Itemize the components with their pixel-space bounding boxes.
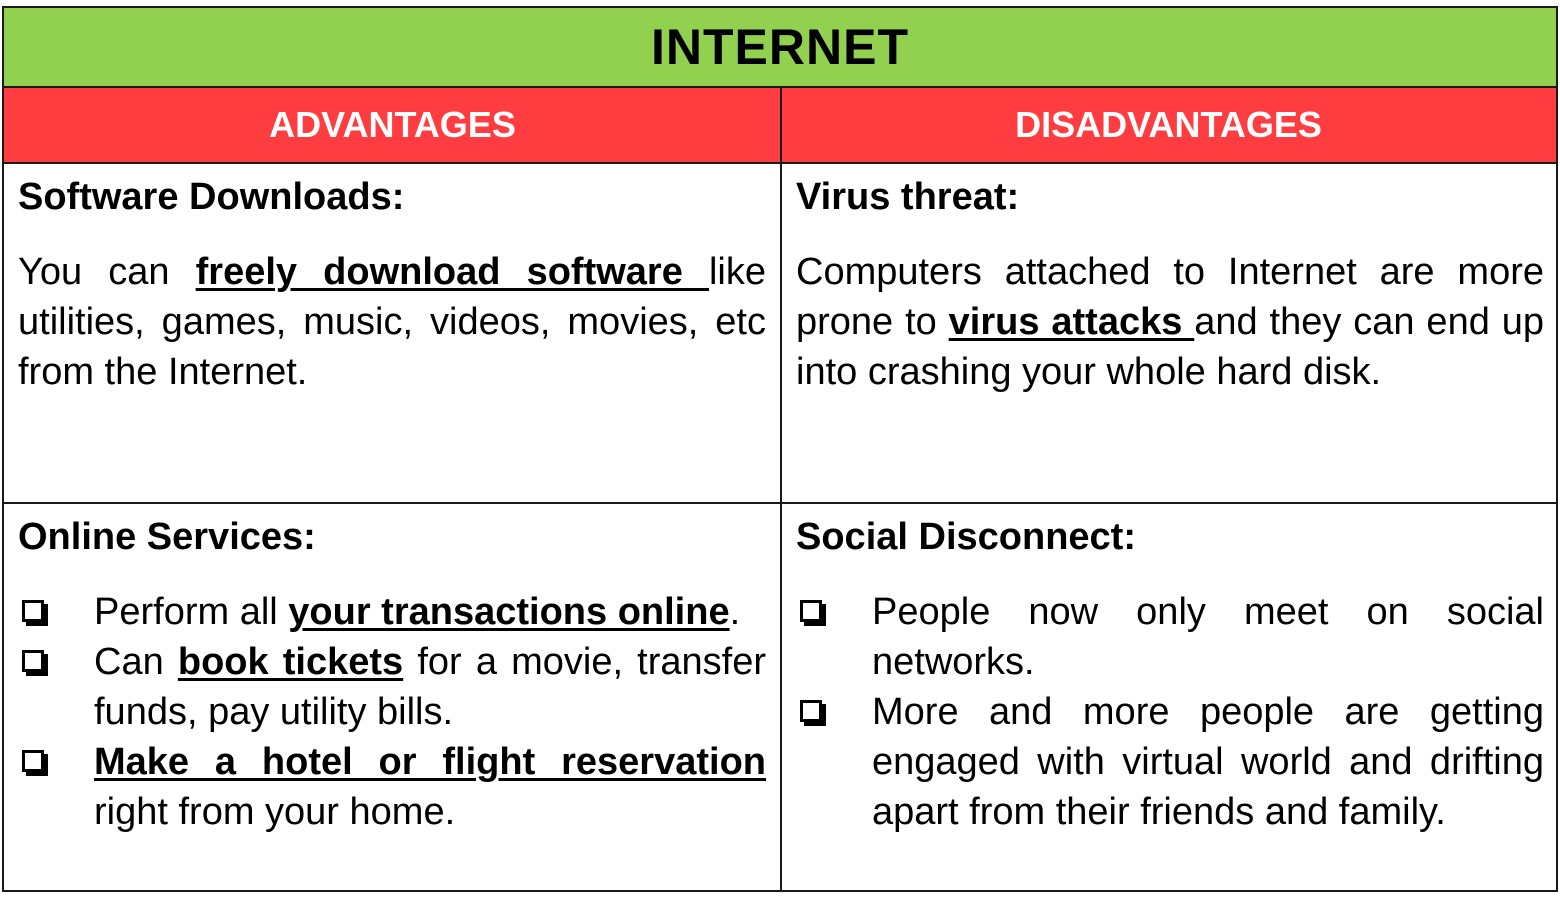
bullet-text: More and more people are getting engaged with virtual world and drifting apart from their friends and family. <box>872 691 1544 833</box>
table-title: INTERNET <box>651 19 909 75</box>
bullet-text-after: right from your home. <box>94 791 456 833</box>
checkbox-bullet-icon <box>800 600 822 622</box>
checkbox-bullet-icon <box>22 600 44 622</box>
cell-social-disconnect <box>796 512 1544 837</box>
list-item <box>18 737 766 837</box>
software-emphasis: freely download software <box>195 251 709 293</box>
checkbox-bullet-icon <box>800 700 822 722</box>
software-text-after: like utilities, games, music, videos, movies, etc from the Internet. <box>18 251 767 393</box>
social-heading: Social Disconnect: <box>796 516 1136 558</box>
bullet-text-after: . <box>729 591 741 633</box>
online-heading: Online Services: <box>18 516 316 558</box>
virus-emphasis: virus attacks <box>948 301 1195 343</box>
column-divider <box>780 88 782 890</box>
advantages-header: ADVANTAGES <box>269 104 516 145</box>
bullet-emphasis: your transactions online <box>288 591 730 633</box>
bullet-text-before: Can <box>94 641 178 683</box>
bullet-text: People now only meet on social networks. <box>872 591 1544 683</box>
list-item <box>18 587 766 637</box>
checkbox-bullet-icon <box>22 650 44 672</box>
software-heading: Software Downloads: <box>18 176 405 218</box>
cell-virus-threat <box>796 172 1544 397</box>
bullet-text-after: for a movie, transfer funds, pay utility bills. <box>94 641 766 733</box>
list-item <box>796 687 1544 837</box>
cell-software-downloads <box>18 172 766 397</box>
virus-text <box>796 247 1544 397</box>
bullet-emphasis: book tickets <box>177 641 404 683</box>
bullet-emphasis: Make a hotel or flight reservation <box>94 741 766 783</box>
virus-text-before: Computers attached to Internet are more prone to <box>796 251 1544 343</box>
online-bullet-list <box>18 587 766 837</box>
social-bullet-list <box>796 587 1544 837</box>
software-text-before: You can <box>18 251 196 293</box>
software-text <box>18 247 766 397</box>
title-row <box>4 8 1556 88</box>
disadvantages-header: DISADVANTAGES <box>1015 104 1322 145</box>
list-item <box>18 637 766 737</box>
checkbox-bullet-icon <box>22 750 44 772</box>
row-divider <box>4 502 1556 504</box>
bullet-text-before: Perform all <box>94 591 289 633</box>
virus-text-after: and they can end up into crashing your whole hard disk. <box>796 301 1544 393</box>
internet-table <box>2 6 1558 892</box>
list-item <box>796 587 1544 687</box>
cell-online-services <box>18 512 766 837</box>
virus-heading: Virus threat: <box>796 176 1020 218</box>
